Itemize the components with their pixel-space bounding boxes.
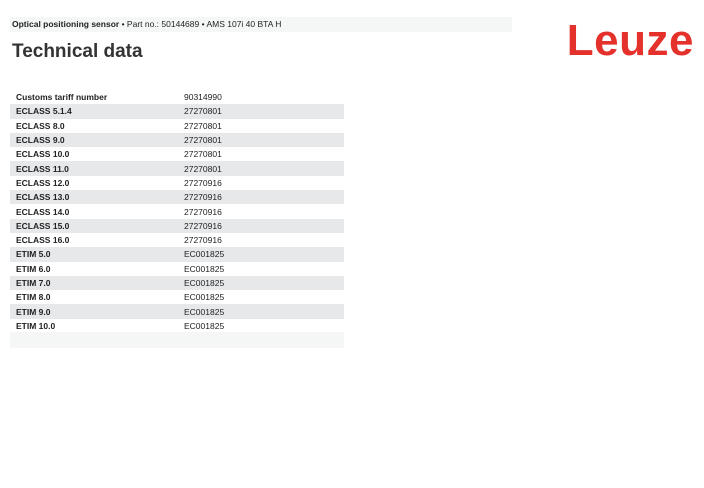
row-label: ETIM 10.0 (16, 320, 56, 331)
table-row (10, 133, 344, 147)
table-row (10, 176, 344, 190)
table-row (10, 147, 344, 161)
row-label: ECLASS 15.0 (16, 220, 70, 231)
table-row (10, 276, 344, 290)
table-row (10, 119, 344, 133)
table-row (10, 290, 344, 304)
row-value: 27270916 (184, 220, 222, 231)
table-row (10, 104, 344, 118)
row-value: 27270801 (184, 106, 222, 117)
row-value: 90314990 (184, 92, 222, 103)
row-value: EC001825 (184, 249, 225, 260)
row-label: ECLASS 5.1.4 (16, 106, 72, 117)
row-value: EC001825 (184, 292, 225, 303)
row-label: ETIM 7.0 (16, 278, 51, 288)
row-label: ECLASS 8.0 (16, 120, 65, 131)
table-row (10, 219, 344, 233)
brand-logo: Leuze (566, 16, 694, 65)
row-value: 27270801 (184, 163, 222, 174)
row-value: 27270916 (184, 206, 222, 217)
row-label: ECLASS 14.0 (16, 206, 70, 217)
table-row (10, 304, 344, 318)
row-label: ECLASS 9.0 (16, 135, 65, 146)
row-label: ETIM 8.0 (16, 292, 51, 303)
row-label: ETIM 9.0 (16, 306, 51, 317)
technical-data-table (10, 90, 344, 333)
row-value: EC001825 (184, 306, 225, 317)
row-label: ETIM 6.0 (16, 263, 51, 274)
row-value: EC001825 (184, 320, 225, 331)
row-label: ECLASS 12.0 (16, 177, 70, 188)
row-value: 27270801 (184, 149, 222, 160)
breadcrumb (12, 19, 281, 30)
table-row (10, 233, 344, 247)
row-value: 27270916 (184, 235, 222, 246)
row-label: ECLASS 16.0 (16, 235, 70, 246)
row-label: ECLASS 10.0 (16, 149, 70, 160)
row-value: 27270801 (184, 135, 222, 146)
table-row (10, 319, 344, 333)
row-value: 27270916 (184, 177, 222, 188)
table-row (10, 161, 344, 175)
page-title: Technical data (12, 41, 143, 62)
row-label: ECLASS 11.0 (16, 163, 69, 174)
part-info: • Part no.: 50144689 • AMS 107i 40 BTA H (119, 19, 282, 29)
table-row (10, 90, 344, 104)
product-type: Optical positioning sensor (12, 19, 120, 29)
row-value: EC001825 (184, 278, 225, 288)
row-label: ECLASS 13.0 (16, 192, 70, 203)
table-footer (10, 332, 344, 348)
row-label: Customs tariff number (16, 92, 108, 103)
row-label: ETIM 5.0 (16, 249, 51, 260)
table-row (10, 247, 344, 261)
table-row (10, 204, 344, 218)
row-value: 27270916 (184, 192, 222, 203)
row-value: 27270801 (184, 120, 222, 131)
table-row (10, 190, 344, 204)
table-row (10, 262, 344, 276)
row-value: EC001825 (184, 263, 225, 274)
